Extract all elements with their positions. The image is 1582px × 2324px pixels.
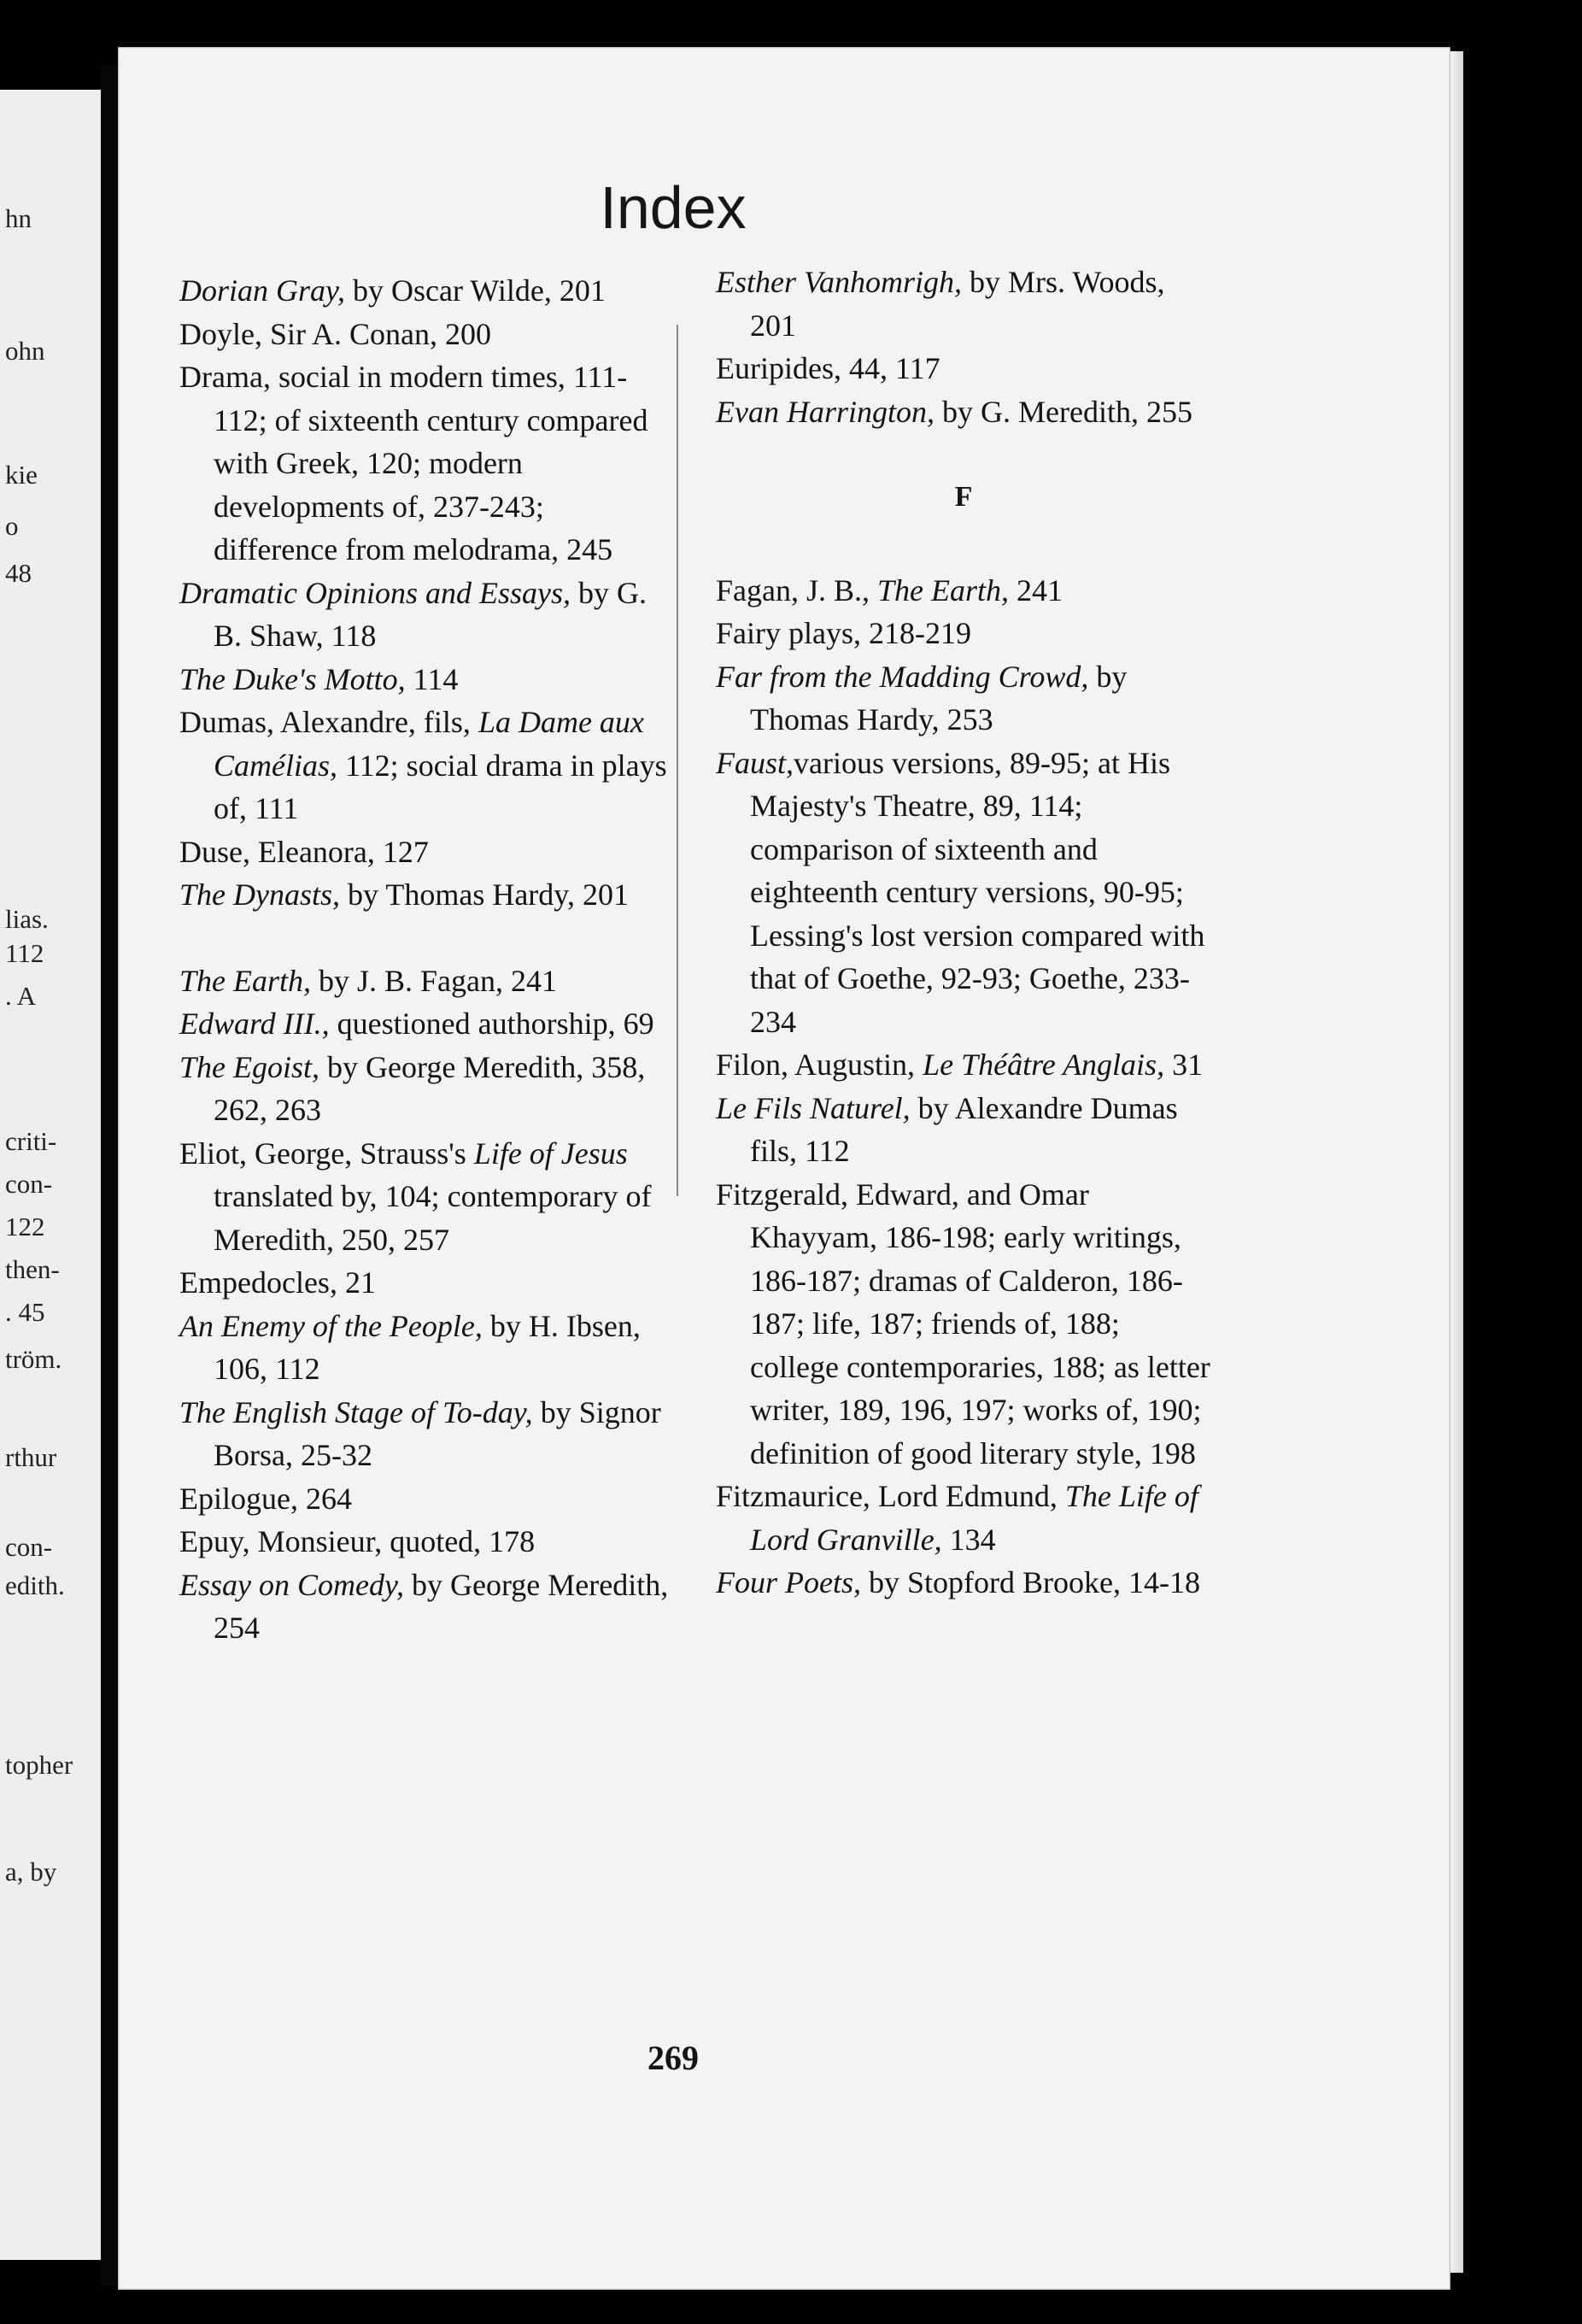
index-entry [716,347,1211,390]
entry-title: The Life of Lord Granville, [750,1479,1198,1557]
left-page-fragment: hn [5,203,32,233]
entry-text: by Thomas Hardy, 253 [750,659,1128,737]
index-entry [716,1561,1211,1605]
index-entry [716,655,1211,742]
index-entry [716,612,1211,655]
entry-title: The Dynasts, [179,877,340,912]
entry-text: by Stopford Brooke, 14-18 [860,1565,1200,1599]
left-page-fragment: . A [5,981,37,1011]
left-page-fragment: con- [5,1532,53,1562]
index-entry [179,1477,675,1521]
entry-text: by Alexandre Dumas fils, 112 [750,1090,1178,1168]
entry-text: Eliot, George, Strauss's [179,1136,474,1171]
entry-text: 134 [941,1522,996,1557]
index-entry [716,261,1211,347]
entry-text: Drama, social in modern times, 111-112; of sixteenth century compared with Greek, 120; modern developments of, 237-243; difference from melodrama, 245 [179,360,648,566]
right-column-e-entries [716,261,1211,433]
entry-title: The Egoist, [179,1049,320,1084]
index-entry [179,658,675,701]
entry-text: Epilogue, 264 [179,1481,352,1516]
entry-text: Fairy plays, 218-219 [716,616,971,650]
index-entry [179,1002,675,1046]
entry-text: by George Meredith, 254 [214,1567,669,1645]
index-entry [716,1173,1211,1476]
entry-text: Empedocles, 21 [179,1265,376,1300]
right-column-f-entries [716,569,1211,1605]
index-entry [716,1043,1211,1087]
index-entry [179,701,675,830]
left-page-fragment: 122 [5,1212,45,1241]
left-page-fragment: criti- [5,1126,57,1156]
entry-text: by H. Ibsen, 106, 112 [214,1308,641,1386]
entry-title: Edward III., [179,1006,330,1041]
entry-title: The Earth, [179,963,312,998]
entry-text: by Signor Borsa, 25-32 [214,1394,661,1472]
index-entry [716,1087,1211,1173]
entry-text: Filon, Augustin, [716,1048,923,1082]
entry-text: by Mrs. Woods, 201 [750,265,1165,343]
index-entry [179,355,675,572]
entry-title: Essay on Comedy, [179,1567,404,1602]
entry-title: An Enemy of the People, [179,1308,483,1343]
entry-text: Fitzgerald, Edward, and Omar Khayyam, 186-198; early writings, 186-187; dramas of Calderon, 186-187; life, 187; friends of, 188; college contemporaries, 188; as letter writer, 189, 196, 197; works of, 190; definition of good literary style, 198 [716,1177,1210,1470]
entry-text: 31 [1164,1048,1204,1082]
index-entry [179,960,675,1003]
entry-title: Dramatic Opinions and Essays, [179,575,571,610]
index-page [118,47,1450,2290]
section-letter: F [954,481,973,513]
page-number: 269 [647,2039,699,2077]
left-page-fragment: o [5,511,19,541]
entry-title: Far from the Madding Crowd, [716,659,1089,694]
facing-left-page [0,90,101,2260]
book-gutter [101,64,118,2286]
index-entry [179,1132,675,1262]
index-entry [179,269,675,313]
entry-title: Faust, [716,745,794,780]
index-entry [179,1520,675,1564]
index-entry [179,1564,675,1650]
entry-title: Esther Vanhomrigh, [716,265,962,299]
entry-text: Euripides, 44, 117 [716,351,940,385]
index-entry [716,742,1211,1044]
left-page-fragment: a, by [5,1857,57,1887]
entry-text: by G. B. Shaw, 118 [214,575,647,653]
index-entry [179,1305,675,1391]
left-page-fragment: lias. [5,904,49,934]
entry-text: Duse, Eleanora, 127 [179,834,429,869]
left-page-fragment: kie [5,460,38,490]
index-entry [716,390,1211,434]
entry-title: Le Fils Naturel, [716,1090,911,1125]
entry-text: by G. Meredith, 255 [935,394,1192,429]
entry-text: by George Meredith, 358, 262, 263 [214,1049,646,1127]
entry-title: Le Théâtre Anglais, [923,1048,1165,1082]
left-page-fragment: . 45 [5,1297,45,1327]
entry-text: by Thomas Hardy, 201 [340,877,629,912]
left-index-column [179,269,675,1650]
entry-text: Fitzmaurice, Lord Edmund, [716,1479,1065,1513]
index-entry [179,1046,675,1132]
left-page-fragment: then- [5,1254,60,1284]
right-index-column [716,261,1211,1605]
left-page-fragment: rthur [5,1442,57,1472]
entry-title: The English Stage of To-day, [179,1394,533,1429]
index-entry [179,572,675,658]
entry-text: by J. B. Fagan, 241 [311,963,558,998]
index-entry [179,1261,675,1305]
entry-title: Evan Harrington, [716,394,935,429]
entry-text: 112; social drama in plays of, 111 [214,748,667,825]
index-entry [179,873,675,917]
entry-text: questioned authorship, 69 [329,1006,654,1041]
index-entry [716,569,1211,613]
index-entry [179,830,675,874]
entry-title: Four Poets, [716,1565,861,1599]
left-page-fragment: 48 [5,558,32,588]
entry-text: by Oscar Wilde, 201 [345,273,606,308]
entry-title: The Duke's Motto, [179,661,406,696]
entry-gap [179,917,675,960]
entry-title: Life of Jesus [473,1136,628,1171]
entry-title: Dorian Gray, [179,273,346,308]
left-page-fragment: edith. [5,1570,65,1600]
left-page-fragment: con- [5,1169,53,1199]
left-page-fragment: tröm. [5,1344,62,1374]
entry-text: translated by, 104; contemporary of Meredith, 250, 257 [214,1179,652,1257]
entry-text: 114 [405,661,459,696]
entry-title: La Dame aux Camélias, [214,705,644,783]
entry-text: Epuy, Monsieur, quoted, 178 [179,1524,536,1558]
left-page-fragment: ohn [5,336,45,366]
left-page-fragment: topher [5,1750,73,1780]
page-title: Index [600,174,747,241]
entry-text: Fagan, J. B., [716,572,877,607]
entry-text: Dumas, Alexandre, fils, [179,705,478,739]
entry-text: 241 [1009,572,1063,607]
entry-text: Doyle, Sir A. Conan, 200 [179,316,491,351]
left-page-fragment: 112 [5,938,44,968]
entry-text: various versions, 89-95; at His Majesty's Theatre, 89, 114; comparison of sixteenth and eighteenth century versions, 90-95; Lessing's lost version compared with that of Goethe, 92-93; Goethe, 233-234 [750,745,1205,1039]
column-divider [677,325,678,1196]
index-entry [716,1475,1211,1561]
index-entry [179,313,675,356]
entry-title: The Earth, [877,572,1010,607]
index-entry [179,1391,675,1477]
